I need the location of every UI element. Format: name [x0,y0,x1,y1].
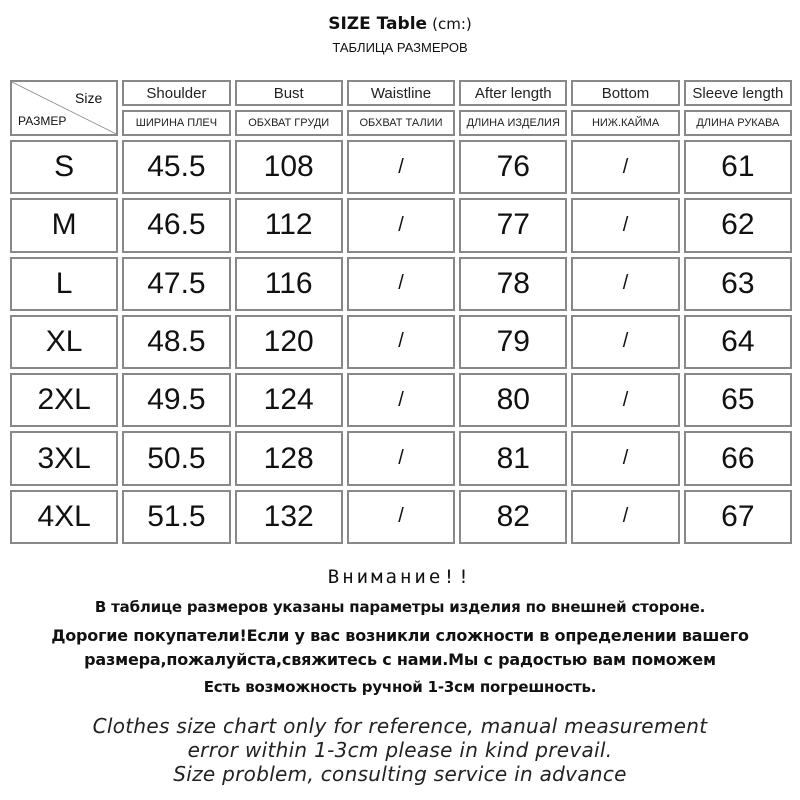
title-unit: (cm:) [432,15,472,33]
column-header-russian: ДЛИНА РУКАВА [684,110,792,136]
size-cell: S [10,140,118,194]
sleeve-cell: 66 [684,431,792,485]
size-cell: XL [10,315,118,369]
bottom-cell: / [571,140,679,194]
size-table [6,76,796,548]
russian-note-line: В таблице размеров указаны параметры изделия по внешней стороне. [94,598,706,616]
waistline-cell: / [347,198,455,252]
bottom-cell: / [571,373,679,427]
bottom-cell: / [571,257,679,311]
shoulder-cell: 49.5 [122,373,230,427]
shoulder-cell: 48.5 [122,315,230,369]
column-header-russian: ОБХВАТ ТАЛИИ [347,110,455,136]
bust-cell: 112 [235,198,343,252]
table-row [10,315,792,369]
shoulder-cell: 51.5 [122,490,230,544]
length-cell: 76 [459,140,567,194]
title-main: SIZE Table [328,14,428,34]
bottom-cell: / [571,431,679,485]
column-header-russian: ШИРИНА ПЛЕЧ [122,110,230,136]
russian-note-line: размера,пожалуйста,свяжитесь с нами.Мы с радостью вам поможем [84,650,716,669]
russian-note-line: Есть возможность ручной 1-3см погрешность. [203,678,597,696]
column-header-russian: НИЖ.КАЙМА [571,110,679,136]
column-header: Bust [235,80,343,106]
length-cell: 82 [459,490,567,544]
bottom-cell: / [571,315,679,369]
sleeve-cell: 65 [684,373,792,427]
length-cell: 80 [459,373,567,427]
sleeve-cell: 67 [684,490,792,544]
column-header: Sleeve length [684,80,792,106]
table-row [10,373,792,427]
english-note-line: Clothes size chart only for reference, manual measurement [92,714,708,738]
title-block [0,14,800,55]
size-cell: M [10,198,118,252]
table-row [10,257,792,311]
length-cell: 77 [459,198,567,252]
size-cell: 2XL [10,373,118,427]
size-cell: 4XL [10,490,118,544]
table-row [10,490,792,544]
bust-cell: 124 [235,373,343,427]
bottom-cell: / [571,198,679,252]
table-row [10,431,792,485]
bust-cell: 116 [235,257,343,311]
size-cell: 3XL [10,431,118,485]
shoulder-cell: 46.5 [122,198,230,252]
column-header-russian: ОБХВАТ ГРУДИ [235,110,343,136]
english-note-line: error within 1-3cm please in kind prevail. [187,738,613,762]
bottom-cell: / [571,490,679,544]
column-header: Shoulder [122,80,230,106]
waistline-cell: / [347,257,455,311]
title-russian: ТАБЛИЦА РАЗМЕРОВ [332,40,468,55]
column-header: After length [459,80,567,106]
page-title [0,14,800,34]
column-header-russian: ДЛИНА ИЗДЕЛИЯ [459,110,567,136]
sleeve-cell: 62 [684,198,792,252]
sleeve-cell: 63 [684,257,792,311]
waistline-cell: / [347,140,455,194]
corner-size-label: Size [75,90,103,106]
waistline-cell: / [347,490,455,544]
length-cell: 79 [459,315,567,369]
column-header: Bottom [571,80,679,106]
waistline-cell: / [347,315,455,369]
bust-cell: 120 [235,315,343,369]
bust-cell: 108 [235,140,343,194]
header-row-russian [10,110,792,136]
corner-cell [10,80,118,136]
sleeve-cell: 61 [684,140,792,194]
table-row [10,140,792,194]
russian-note-line: Дорогие покупатели!Если у вас возникли сложности в определении вашего [51,626,749,645]
sleeve-cell: 64 [684,315,792,369]
waistline-cell: / [347,373,455,427]
bust-cell: 128 [235,431,343,485]
shoulder-cell: 47.5 [122,257,230,311]
attention-heading: Внимание!! [327,566,473,588]
shoulder-cell: 45.5 [122,140,230,194]
header-row [10,80,792,106]
size-cell: L [10,257,118,311]
corner-russian-label: РАЗМЕР [18,114,67,128]
shoulder-cell: 50.5 [122,431,230,485]
length-cell: 78 [459,257,567,311]
bust-cell: 132 [235,490,343,544]
english-note-line: Size problem, consulting service in advance [173,762,627,786]
waistline-cell: / [347,431,455,485]
length-cell: 81 [459,431,567,485]
table-row [10,198,792,252]
column-header: Waistline [347,80,455,106]
